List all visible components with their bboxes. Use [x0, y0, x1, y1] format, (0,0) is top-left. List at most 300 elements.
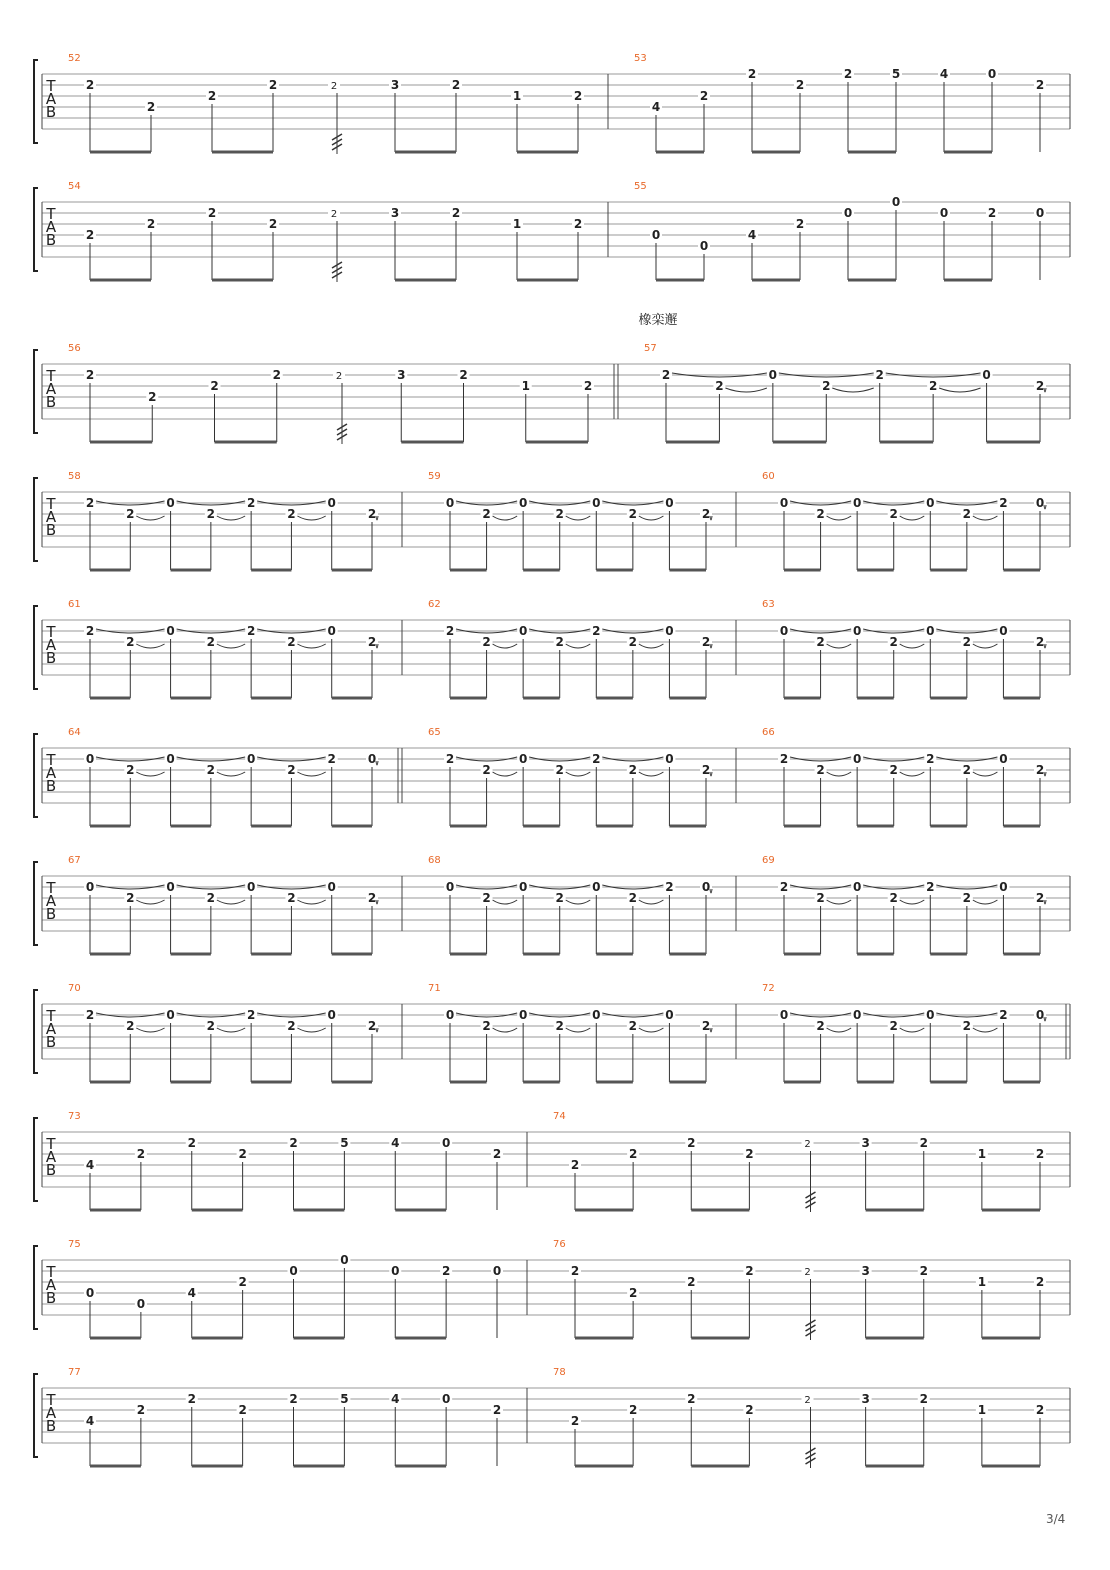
fret-number: 2 [136, 1403, 146, 1417]
fret-number: 2 [843, 67, 853, 81]
fret-number: 0 [441, 1136, 451, 1150]
measure-number: 66 [762, 727, 775, 738]
measure-number: 71 [428, 983, 441, 994]
fret-number: 0 [891, 195, 901, 209]
fret-number: 2 [919, 1392, 928, 1406]
fret-number: 2 [289, 1392, 298, 1406]
fret-number: 0 [492, 1264, 502, 1278]
fret-number: 2 [238, 1275, 247, 1289]
fret-number: 0 [592, 1008, 601, 1022]
staff-system [34, 53, 1070, 154]
fret-number: 0 [699, 239, 709, 253]
fret-number: 2 [207, 206, 217, 220]
tie [973, 644, 998, 648]
fret-number: 2 [207, 89, 217, 103]
measure-number: 58 [68, 471, 81, 482]
fret-number: 0 [518, 880, 528, 894]
measure-number: 62 [428, 599, 441, 610]
fret-number: 2 [628, 763, 638, 777]
fret-number: 2 [804, 1267, 811, 1278]
fret-number: 2 [367, 891, 377, 905]
fret-number: 2 [330, 81, 338, 92]
fret-number: 2 [126, 507, 135, 521]
system-bracket [34, 606, 38, 689]
fret-number: 0 [367, 752, 377, 766]
fret-number: 2 [85, 368, 95, 382]
fret-number: 2 [146, 217, 156, 231]
fret-number: 0 [852, 880, 862, 894]
tie [973, 1028, 998, 1032]
fret-number: 0 [518, 496, 528, 510]
fret-number: 2 [747, 67, 757, 81]
tie [900, 644, 925, 648]
tie [136, 644, 164, 648]
fret-number: 0 [327, 624, 336, 638]
fret-number: 4 [187, 1286, 196, 1300]
tie [217, 644, 245, 648]
fret-number: 0 [651, 228, 661, 242]
fret-number: 2 [492, 1147, 502, 1161]
system-bracket [34, 1246, 38, 1329]
fret-number: 2 [628, 507, 638, 521]
fret-number: 3 [861, 1392, 870, 1406]
tie [939, 388, 980, 392]
fret-number: 2 [85, 78, 95, 92]
fret-number: 2 [206, 763, 216, 777]
fret-number: 2 [1035, 891, 1045, 905]
fret-number: 1 [521, 379, 530, 393]
fret-number: 1 [977, 1403, 987, 1417]
fret-number: 0 [85, 752, 95, 766]
tie [639, 772, 664, 776]
measure-number: 60 [762, 471, 775, 482]
system-bracket [34, 350, 38, 433]
fret-number: 2 [889, 763, 898, 777]
tie [827, 644, 852, 648]
fret-number: 2 [816, 1019, 825, 1033]
fret-number: 0 [166, 1008, 175, 1022]
fret-number: 0 [852, 624, 862, 638]
fret-number: 5 [891, 67, 901, 81]
fret-number: 0 [665, 752, 674, 766]
staff-system [34, 1367, 1070, 1468]
tie [217, 772, 245, 776]
fret-number: 0 [665, 496, 674, 510]
fret-number: 0 [166, 496, 175, 510]
fret-number: 2 [1035, 379, 1045, 393]
fret-number: 0 [391, 1264, 400, 1278]
fret-number: 1 [977, 1147, 987, 1161]
fret-number: 2 [330, 209, 338, 220]
tab-clef-b: B [45, 649, 57, 667]
fret-number: 2 [246, 1008, 256, 1022]
tab-clef-a: A [45, 764, 57, 782]
tab-clef-a: A [45, 1020, 57, 1038]
fret-number: 2 [962, 507, 972, 521]
fret-number: 2 [187, 1136, 196, 1150]
tab-clef-b: B [45, 1033, 57, 1051]
fret-number: 2 [287, 635, 296, 649]
staff-system [34, 599, 1070, 698]
tie [639, 516, 664, 520]
fret-number: 4 [651, 100, 661, 114]
fret-number: 2 [570, 1158, 580, 1172]
fret-number: 0 [445, 496, 455, 510]
tie [493, 516, 518, 520]
fret-number: 2 [889, 891, 898, 905]
measure-number: 76 [553, 1239, 566, 1250]
fret-number: 0 [926, 1008, 935, 1022]
fret-number: 2 [701, 507, 711, 521]
tab-clef-a: A [45, 380, 57, 398]
fret-number: 0 [445, 880, 455, 894]
fret-number: 2 [804, 1395, 811, 1406]
tie [827, 772, 852, 776]
fret-number: 2 [268, 78, 278, 92]
fret-number: 2 [628, 1019, 638, 1033]
measure-number: 67 [68, 855, 81, 866]
fret-number: 0 [701, 880, 711, 894]
fret-number: 2 [451, 206, 461, 220]
fret-number: 2 [816, 763, 825, 777]
tie [639, 644, 664, 648]
fret-number: 2 [570, 1264, 580, 1278]
tie [900, 516, 925, 520]
fret-number: 2 [628, 635, 638, 649]
fret-number: 2 [126, 763, 135, 777]
fret-number: 4 [391, 1136, 400, 1150]
fret-number: 2 [687, 1275, 696, 1289]
measure-number: 65 [428, 727, 441, 738]
system-bracket [34, 1374, 38, 1457]
tie [827, 516, 852, 520]
tab-clef-a: A [45, 218, 57, 236]
fret-number: 2 [1035, 635, 1045, 649]
fret-number: 2 [555, 635, 564, 649]
tie [297, 900, 325, 904]
fret-number: 0 [518, 1008, 528, 1022]
fret-number: 3 [861, 1264, 870, 1278]
fret-number: 2 [85, 624, 95, 638]
fret-number: 2 [482, 507, 491, 521]
fret-number: 0 [926, 624, 935, 638]
measure-number: 56 [68, 343, 81, 354]
fret-number: 0 [852, 1008, 862, 1022]
fret-number: 2 [779, 752, 789, 766]
tab-clef-t: T [46, 1007, 56, 1025]
fret-number: 2 [335, 371, 343, 382]
tie [297, 772, 325, 776]
fret-number: 2 [919, 1136, 928, 1150]
fret-number: 4 [939, 67, 949, 81]
tab-clef-a: A [45, 508, 57, 526]
fret-number: 0 [665, 624, 674, 638]
fret-number: 0 [289, 1264, 298, 1278]
fret-number: 2 [148, 390, 157, 404]
fret-number: 2 [816, 635, 825, 649]
fret-number: 2 [482, 635, 491, 649]
fret-number: 0 [1035, 496, 1045, 510]
fret-number: 4 [391, 1392, 400, 1406]
fret-number: 2 [459, 368, 468, 382]
fret-number: 5 [340, 1136, 349, 1150]
fret-number: 2 [701, 635, 711, 649]
fret-number: 0 [166, 880, 175, 894]
fret-number: 0 [327, 1008, 336, 1022]
fret-number: 2 [206, 1019, 216, 1033]
fret-number: 2 [928, 379, 938, 393]
measure-number: 53 [634, 53, 647, 64]
tab-clef-t: T [46, 367, 56, 385]
staff-system [34, 1239, 1070, 1340]
fret-number: 2 [445, 624, 455, 638]
fret-number: 1 [977, 1275, 987, 1289]
fret-number: 2 [962, 891, 972, 905]
system-bracket [34, 478, 38, 561]
fret-number: 2 [272, 368, 281, 382]
fret-number: 0 [518, 752, 528, 766]
tie [900, 1028, 925, 1032]
section-label: 橡栾邂 [638, 313, 678, 328]
fret-number: 4 [747, 228, 757, 242]
tie [832, 388, 873, 392]
fret-number: 2 [206, 891, 216, 905]
tie [136, 516, 164, 520]
tab-clef-t: T [46, 77, 56, 95]
fret-number: 0 [592, 496, 601, 510]
tab-clef-b: B [45, 103, 57, 121]
tie [493, 644, 518, 648]
fret-number: 2 [1035, 1403, 1045, 1417]
tie [566, 516, 591, 520]
tie [827, 900, 852, 904]
fret-number: 2 [573, 217, 583, 231]
staff-system [34, 471, 1070, 570]
measure-number: 75 [68, 1239, 81, 1250]
tab-clef-b: B [45, 521, 57, 539]
fret-number: 2 [999, 496, 1008, 510]
fret-number: 2 [889, 507, 898, 521]
staff-system [34, 855, 1070, 954]
measure-number: 74 [553, 1111, 566, 1122]
fret-number: 2 [287, 1019, 296, 1033]
tie [973, 516, 998, 520]
fret-number: 2 [1035, 1147, 1045, 1161]
tab-clef-t: T [46, 1391, 56, 1409]
staff-system [34, 727, 1070, 826]
measure-number: 72 [762, 983, 775, 994]
fret-number: 2 [482, 1019, 491, 1033]
tie [900, 900, 925, 904]
fret-number: 2 [822, 379, 831, 393]
tie [900, 772, 925, 776]
fret-number: 2 [987, 206, 997, 220]
fret-number: 2 [246, 496, 256, 510]
measure-number: 68 [428, 855, 441, 866]
tie [566, 900, 591, 904]
fret-number: 2 [570, 1414, 580, 1428]
tie [566, 1028, 591, 1032]
tab-clef-t: T [46, 751, 56, 769]
tab-clef-t: T [46, 879, 56, 897]
fret-number: 2 [85, 228, 95, 242]
tie [827, 1028, 852, 1032]
fret-number: 2 [136, 1147, 146, 1161]
tab-clef-a: A [45, 90, 57, 108]
fret-number: 1 [512, 89, 522, 103]
measure-number: 70 [68, 983, 81, 994]
fret-number: 2 [687, 1392, 696, 1406]
fret-number: 0 [779, 496, 789, 510]
fret-number: 0 [852, 496, 862, 510]
fret-number: 2 [926, 752, 935, 766]
fret-number: 0 [779, 624, 789, 638]
measure-number: 64 [68, 727, 81, 738]
fret-number: 2 [367, 635, 377, 649]
tab-clef-b: B [45, 777, 57, 795]
tab-clef-b: B [45, 393, 57, 411]
fret-number: 2 [289, 1136, 298, 1150]
fret-number: 2 [875, 368, 884, 382]
fret-number: 0 [768, 368, 778, 382]
fret-number: 2 [745, 1147, 754, 1161]
fret-number: 2 [573, 89, 583, 103]
fret-number: 2 [206, 507, 216, 521]
fret-number: 2 [482, 763, 491, 777]
tie [639, 1028, 664, 1032]
fret-number: 2 [592, 624, 601, 638]
fret-number: 0 [441, 1392, 451, 1406]
fret-number: 2 [889, 1019, 898, 1033]
fret-number: 2 [367, 507, 377, 521]
fret-number: 0 [939, 206, 949, 220]
tie [217, 1028, 245, 1032]
measure-number: 63 [762, 599, 775, 610]
system-bracket [34, 862, 38, 945]
fret-number: 5 [340, 1392, 349, 1406]
fret-number: 0 [926, 496, 935, 510]
fret-number: 2 [126, 635, 135, 649]
fret-number: 2 [246, 624, 256, 638]
fret-number: 2 [126, 891, 135, 905]
fret-number: 2 [287, 891, 296, 905]
measure-number: 59 [428, 471, 441, 482]
fret-number: 3 [861, 1136, 870, 1150]
tab-clef-b: B [45, 905, 57, 923]
fret-number: 2 [687, 1136, 696, 1150]
fret-number: 2 [816, 891, 825, 905]
fret-number: 0 [327, 880, 336, 894]
tie [297, 1028, 325, 1032]
fret-number: 2 [287, 507, 296, 521]
tab-clef-a: A [45, 636, 57, 654]
fret-number: 2 [85, 1008, 95, 1022]
tab-clef-b: B [45, 1417, 57, 1435]
fret-number: 2 [745, 1264, 754, 1278]
fret-number: 2 [962, 763, 972, 777]
fret-number: 3 [390, 206, 400, 220]
fret-number: 0 [987, 67, 997, 81]
fret-number: 2 [451, 78, 461, 92]
tab-clef-a: A [45, 1404, 57, 1422]
tie [493, 772, 518, 776]
tie [493, 1028, 518, 1032]
fret-number: 2 [804, 1139, 811, 1150]
fret-number: 2 [1035, 78, 1045, 92]
fret-number: 2 [816, 507, 825, 521]
fret-number: 1 [512, 217, 522, 231]
fret-number: 2 [441, 1264, 451, 1278]
tie [973, 900, 998, 904]
fret-number: 0 [166, 624, 175, 638]
tie [493, 900, 518, 904]
measure-number: 69 [762, 855, 775, 866]
fret-number: 0 [999, 624, 1008, 638]
fret-number: 2 [628, 1403, 638, 1417]
tie [136, 772, 164, 776]
fret-number: 0 [166, 752, 175, 766]
fret-number: 2 [661, 368, 671, 382]
fret-number: 0 [85, 1286, 95, 1300]
fret-number: 0 [592, 880, 601, 894]
tab-clef-a: A [45, 1276, 57, 1294]
tab-clef-a: A [45, 892, 57, 910]
fret-number: 2 [699, 89, 709, 103]
tab-clef-t: T [46, 1263, 56, 1281]
fret-number: 2 [85, 496, 95, 510]
fret-number: 2 [1035, 763, 1045, 777]
staff-system [34, 343, 1070, 444]
measure-number: 55 [634, 181, 647, 192]
measure-number: 73 [68, 1111, 81, 1122]
tie [297, 516, 325, 520]
fret-number: 0 [518, 624, 528, 638]
fret-number: 2 [238, 1147, 247, 1161]
fret-number: 2 [919, 1264, 928, 1278]
fret-number: 2 [715, 379, 724, 393]
fret-number: 2 [492, 1403, 502, 1417]
fret-number: 2 [1035, 1275, 1045, 1289]
fret-number: 4 [85, 1158, 95, 1172]
fret-number: 2 [628, 1147, 638, 1161]
tie [725, 388, 766, 392]
measure-number: 77 [68, 1367, 81, 1378]
fret-number: 2 [206, 635, 216, 649]
tie [566, 644, 591, 648]
measure-number: 57 [644, 343, 657, 354]
tie [136, 1028, 164, 1032]
fret-number: 2 [482, 891, 491, 905]
fret-number: 2 [889, 635, 898, 649]
fret-number: 3 [390, 78, 400, 92]
fret-number: 2 [238, 1403, 247, 1417]
system-bracket [34, 188, 38, 271]
fret-number: 2 [628, 1286, 638, 1300]
fret-number: 2 [665, 880, 674, 894]
fret-number: 2 [287, 763, 296, 777]
fret-number: 2 [445, 752, 455, 766]
fret-number: 2 [701, 763, 711, 777]
system-bracket [34, 734, 38, 817]
fret-number: 0 [246, 880, 256, 894]
fret-number: 0 [1035, 206, 1045, 220]
fret-number: 2 [701, 1019, 711, 1033]
fret-number: 0 [1035, 1008, 1045, 1022]
tab-clef-b: B [45, 231, 57, 249]
system-bracket [34, 990, 38, 1073]
fret-number: 0 [999, 752, 1008, 766]
fret-number: 2 [999, 1008, 1008, 1022]
